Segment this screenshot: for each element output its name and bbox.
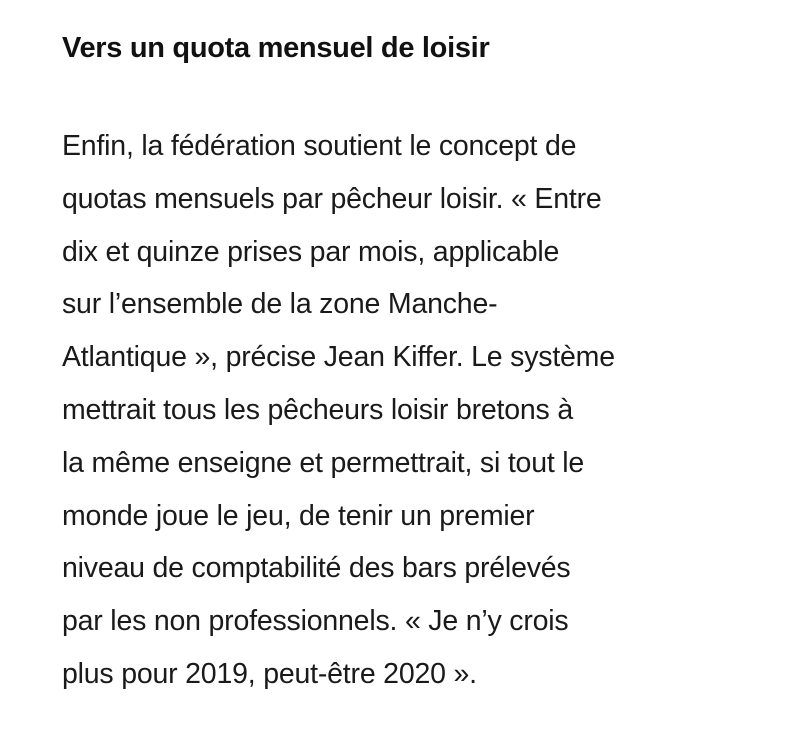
- paragraph-line: monde joue le jeu, de tenir un premier: [62, 499, 535, 532]
- paragraph-line: Enfin, la fédération soutient le concept de: [62, 130, 577, 162]
- paragraph-line: dix et quinze prises par mois, applicable: [62, 235, 560, 268]
- section-heading: Vers un quota mensuel de loisir: [62, 32, 490, 64]
- paragraph-line: niveau de comptabilité des bars prélevés: [62, 552, 571, 585]
- paragraph-line: Atlantique », précise Jean Kiffer. Le système: [62, 341, 615, 374]
- article-paragraph: [62, 120, 752, 701]
- paragraph-line: sur l’ensemble de la zone Manche-: [62, 288, 498, 321]
- paragraph-line: plus pour 2019, peut-être 2020 ».: [62, 657, 477, 690]
- paragraph-line: la même enseigne et permettrait, si tout le: [62, 446, 585, 479]
- article: [62, 20, 752, 701]
- paragraph-line: mettrait tous les pêcheurs loisir bretons à: [62, 393, 573, 426]
- paragraph-line: par les non professionnels. « Je n’y crois: [62, 605, 569, 638]
- paragraph-line: quotas mensuels par pêcheur loisir. « Entre: [62, 182, 602, 215]
